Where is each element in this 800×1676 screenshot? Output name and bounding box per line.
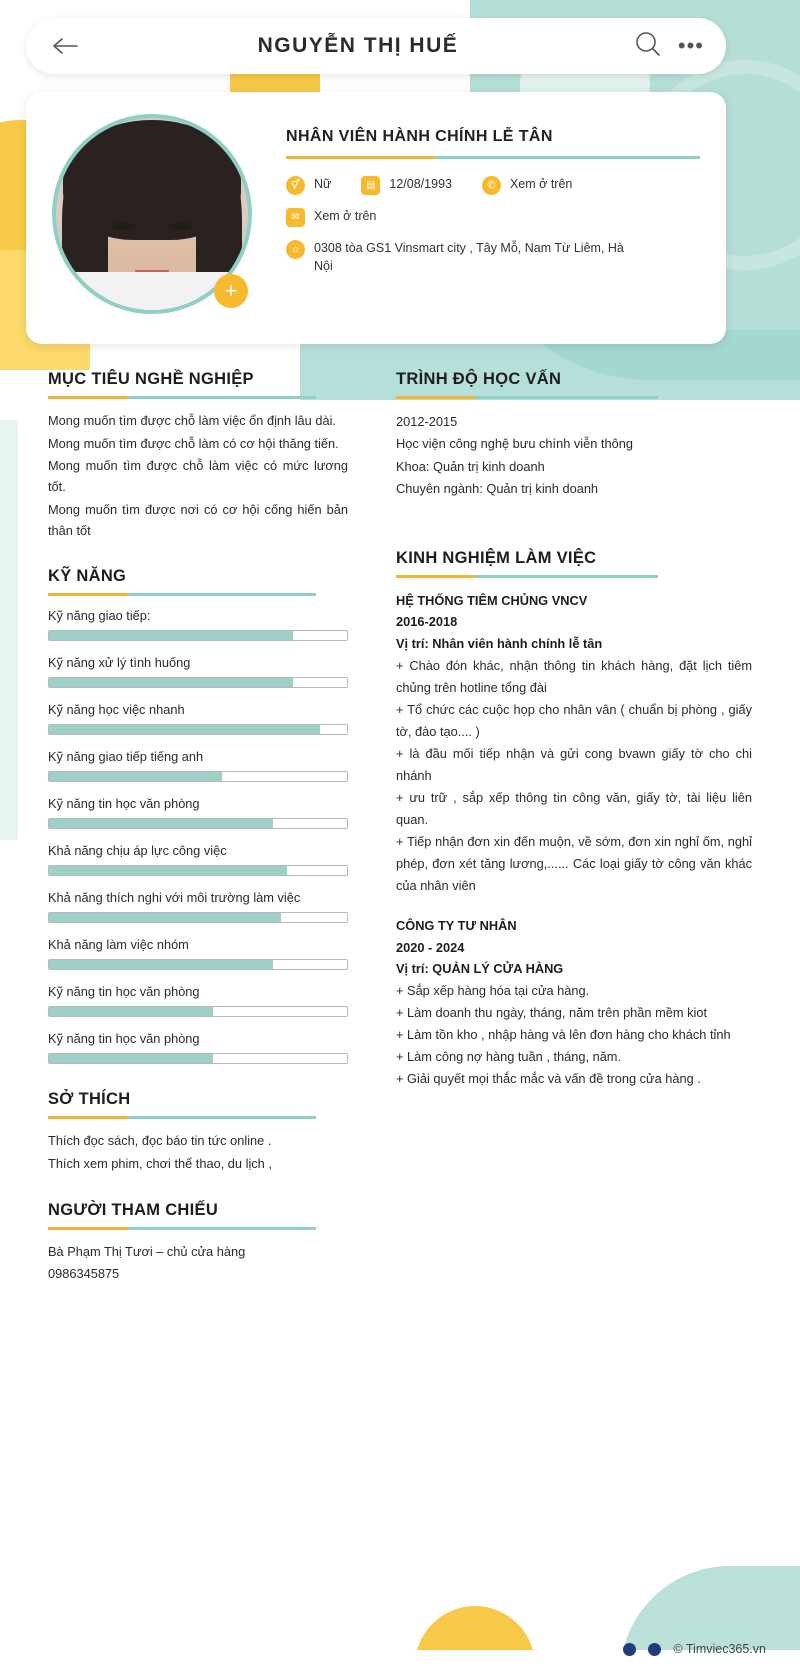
- skill-item: [48, 749, 348, 782]
- profile-header-card: [26, 92, 726, 344]
- skill-label: Kỹ năng giao tiếp:: [48, 608, 151, 624]
- skill-bar-fill: [49, 866, 287, 875]
- back-icon[interactable]: [48, 29, 82, 63]
- birthday-value: 12/08/1993: [389, 177, 452, 191]
- skill-item: [48, 1031, 348, 1064]
- avatar-eye-right: [170, 222, 192, 231]
- calendar-icon: ▤: [361, 176, 380, 195]
- phone-value: Xem ở trên: [509, 177, 573, 191]
- reference-line: Bà Phạm Thị Tươi – chủ cửa hàng: [48, 1243, 246, 1259]
- skill-bar-fill: [49, 678, 293, 687]
- skill-item: [48, 608, 348, 641]
- skill-label: Kỹ năng xử lý tình huống: [48, 655, 191, 671]
- home-icon: ⌂: [286, 240, 305, 259]
- objective-paragraph: Mong muốn tìm được nơi có cơ hội cống hiến bản thân tốt: [48, 501, 348, 538]
- experience-company: CÔNG TY TƯ NHÂN: [396, 917, 517, 933]
- skill-bar-fill: [49, 819, 273, 828]
- experience-item: [396, 590, 752, 897]
- education-line: 2012-2015: [396, 414, 458, 429]
- info-phone: [482, 175, 572, 195]
- hobbies-section: [48, 1090, 348, 1174]
- skill-bar-fill: [49, 913, 281, 922]
- skill-label: Kỹ năng giao tiếp tiếng anh: [48, 749, 204, 765]
- phone-icon: ✆: [482, 176, 501, 195]
- experience-title: KINH NGHIỆM LÀM VIỆC: [396, 548, 597, 567]
- reference-title: NGƯỜI THAM CHIẾU: [48, 1200, 219, 1219]
- skill-item: [48, 655, 348, 688]
- avatar-eye-left: [112, 222, 134, 231]
- skill-bar-fill: [49, 960, 273, 969]
- skill-bar: [48, 630, 348, 641]
- skill-label: Kỹ năng tin học văn phòng: [48, 984, 200, 1000]
- experience-bullet: + Sắp xếp hàng hóa tại cửa hàng.: [396, 983, 590, 999]
- experience-period: 2016-2018: [396, 614, 458, 630]
- page-indicator-dot: [648, 1643, 661, 1656]
- skill-bar: [48, 724, 348, 735]
- experience-bullet: + Làm doanh thu ngày, tháng, năm trên phần mềm kiot: [396, 1005, 707, 1021]
- experience-company: HỆ THỐNG TIÊM CHỦNG VNCV: [396, 592, 588, 608]
- skill-label: Khả năng làm việc nhóm: [48, 937, 189, 953]
- skill-bar: [48, 1053, 348, 1064]
- objective-title: MỤC TIÊU NGHỀ NGHIỆP: [48, 370, 254, 388]
- objective-paragraph: Mong muốn tìm được chỗ làm việc có mức lương tốt.: [48, 458, 348, 495]
- hobby-line: Thích xem phim, chơi thể thao, du lịch ,: [48, 1156, 272, 1172]
- skill-item: [48, 890, 348, 923]
- skill-bar: [48, 912, 348, 923]
- skill-item: [48, 796, 348, 829]
- experience-divider: [396, 575, 658, 578]
- reference-divider: [48, 1227, 316, 1230]
- experience-bullet: + Chào đón khác, nhận thông tin khách hàng, đặt lịch tiêm chủng trên hotline tổng đài: [396, 657, 752, 695]
- objective-section: [48, 370, 348, 541]
- experience-bullet: + là đầu mối tiếp nhận và gửi cong bvawn giấy tờ cho chi nhánh: [396, 745, 752, 783]
- footer: [0, 1642, 800, 1656]
- skill-label: Kỹ năng tin học văn phòng: [48, 796, 200, 812]
- page-indicator-dot: [623, 1643, 636, 1656]
- skill-bar-fill: [49, 725, 320, 734]
- contact-info-list: [286, 175, 700, 275]
- info-gender: [286, 175, 331, 195]
- hobbies-divider: [48, 1116, 316, 1119]
- gender-icon: ⚥: [286, 176, 305, 195]
- experience-bullet: + ưu trữ , sắp xếp thông tin công văn, giấy tờ, tài liệu liên quan.: [396, 789, 752, 827]
- mail-icon: ✉: [286, 208, 305, 227]
- experience-bullet: + Tổ chức các cuộc họp cho nhân vân ( chuẩn bị phòng , giấy tờ, đào tạo.... ): [396, 701, 752, 739]
- right-column: [348, 370, 752, 1311]
- reference-section: [48, 1201, 348, 1285]
- avatar-container: [52, 114, 252, 314]
- skill-bar-fill: [49, 631, 293, 640]
- search-icon[interactable]: [634, 30, 662, 63]
- skill-label: Khả năng thích nghi với môi trường làm việc: [48, 890, 301, 906]
- info-address: [286, 239, 644, 275]
- hobbies-title: SỞ THÍCH: [48, 1090, 131, 1109]
- education-line: Khoa: Quản trị kinh doanh: [396, 458, 545, 474]
- education-divider: [396, 396, 658, 399]
- skill-label: Kỹ năng tin học văn phòng: [48, 1031, 200, 1047]
- experience-section: [396, 549, 752, 1091]
- experience-bullet: + Làm tồn kho , nhập hàng và lên đơn hàng cho khách tỉnh: [396, 1027, 731, 1043]
- add-photo-button[interactable]: +: [214, 274, 248, 308]
- skill-bar: [48, 959, 348, 970]
- education-line: Chuyên ngành: Quản trị kinh doanh: [396, 481, 599, 497]
- skill-bar: [48, 1006, 348, 1017]
- objective-divider: [48, 396, 316, 399]
- more-options-icon[interactable]: •••: [677, 33, 704, 58]
- skill-label: Khả năng chịu áp lực công việc: [48, 843, 227, 859]
- profile-info: [252, 114, 700, 322]
- skill-item: [48, 937, 348, 970]
- experience-bullet: + Làm công nợ hàng tuần , tháng, năm.: [396, 1049, 622, 1065]
- left-column: [48, 370, 348, 1311]
- skill-item: [48, 984, 348, 1017]
- education-section: [396, 370, 752, 501]
- info-email: [286, 207, 376, 227]
- reference-line: 0986345875: [48, 1266, 120, 1282]
- experience-bullet: + Giải quyết mọi thắc mắc và vấn đề trong cửa hàng .: [396, 1071, 701, 1087]
- email-value: Xem ở trên: [314, 209, 377, 223]
- app-bar: [26, 18, 726, 74]
- skill-item: [48, 843, 348, 876]
- objective-paragraph: Mong muốn tìm được chỗ làm việc ổn định lâu dài.: [48, 413, 336, 428]
- title-divider: [286, 156, 700, 159]
- address-value: 0308 tòa GS1 Vinsmart city , Tây Mỗ, Nam Từ Liêm, Hà Nội: [314, 241, 624, 274]
- skill-bar: [48, 677, 348, 688]
- brand-label: © Timviec365.vn: [673, 1642, 766, 1656]
- skill-item: [48, 702, 348, 735]
- experience-bullet: + Tiếp nhận đơn xin đến muộn, về sớm, đơn xin nghỉ ốm, nghỉ phép, đơn xét tăng lương,...... Các loại giấy tờ công văn khác của nhân viên: [396, 833, 752, 893]
- objective-paragraph: Mong muốn tìm được chỗ làm có cơ hội thăng tiến.: [48, 435, 339, 451]
- skills-divider: [48, 593, 316, 596]
- skill-bar: [48, 818, 348, 829]
- skill-bar-fill: [49, 772, 222, 781]
- gender-value: Nữ: [314, 177, 332, 191]
- hobby-line: Thích đọc sách, đọc báo tin tức online .: [48, 1133, 272, 1149]
- job-title: NHÂN VIÊN HÀNH CHÍNH LỄ TÂN: [286, 128, 553, 145]
- experience-position: Vị trí: Nhân viên hành chính lễ tân: [396, 636, 603, 652]
- skill-bar-fill: [49, 1007, 213, 1016]
- experience-position: Vị trí: QUẢN LÝ CỬA HÀNG: [396, 961, 564, 977]
- skill-bar-fill: [49, 1054, 213, 1063]
- info-birthday: [361, 175, 452, 195]
- skills-title: KỸ NĂNG: [48, 567, 127, 586]
- education-title: TRÌNH ĐỘ HỌC VẤN: [396, 370, 562, 388]
- cv-body: [0, 370, 800, 1311]
- skill-bar: [48, 865, 348, 876]
- experience-item: [396, 915, 752, 1090]
- page-title: NGUYỄN THỊ HUẾ: [257, 34, 459, 57]
- skills-section: [48, 567, 348, 1064]
- experience-period: 2020 - 2024: [396, 939, 465, 955]
- education-line: Học viện công nghệ bưu chính viễn thông: [396, 436, 633, 452]
- skill-label: Kỹ năng học việc nhanh: [48, 702, 185, 718]
- skill-bar: [48, 771, 348, 782]
